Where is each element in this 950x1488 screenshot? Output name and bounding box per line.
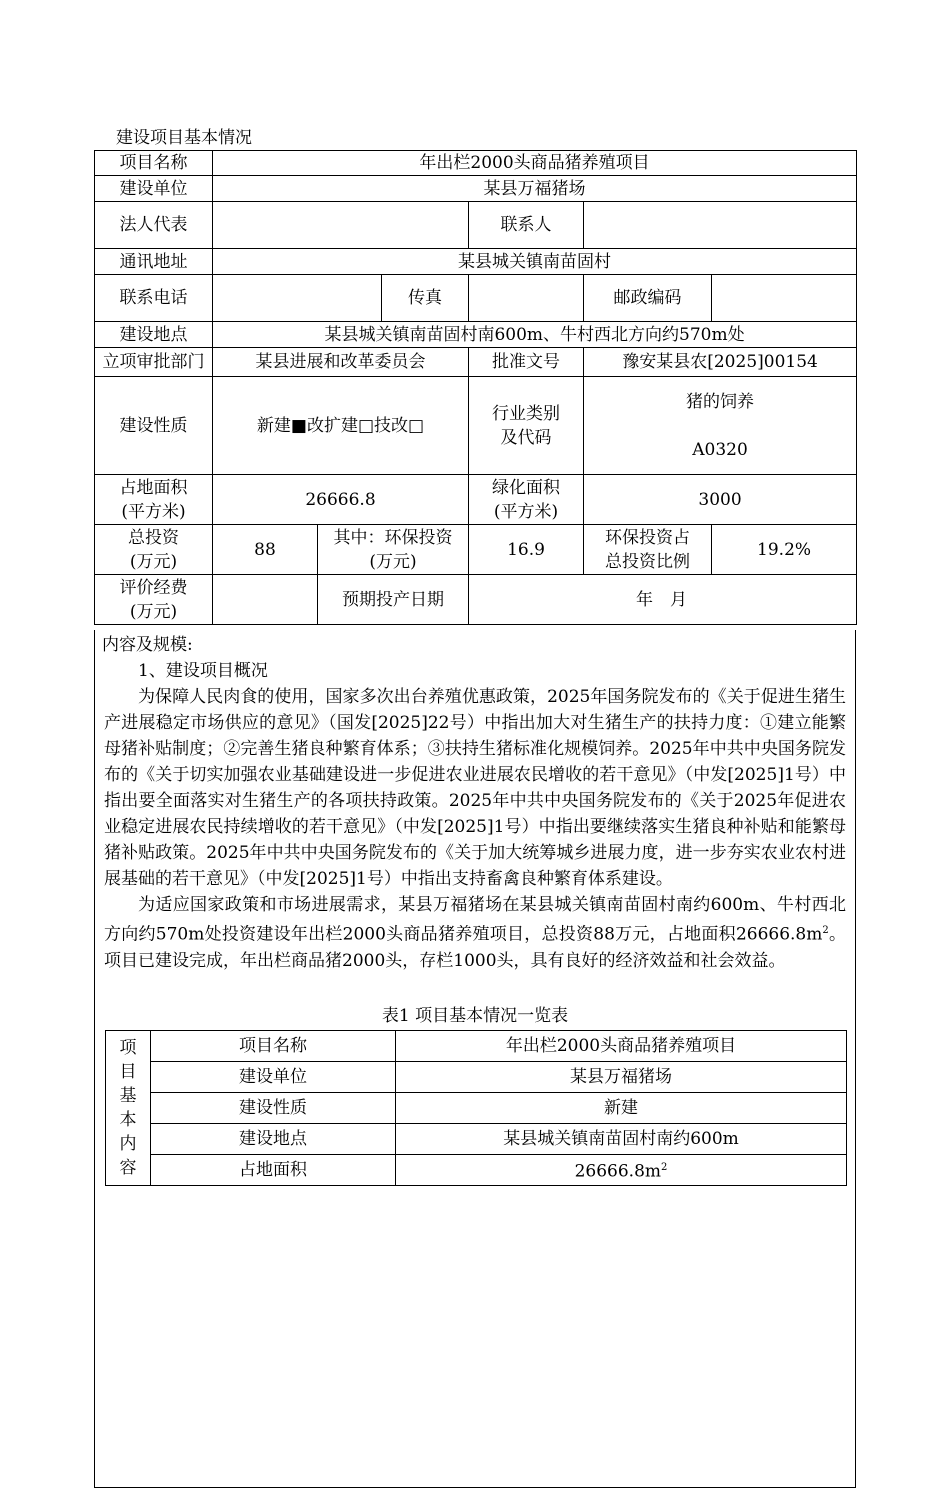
row-eval-fee — [95, 575, 857, 625]
page-title: 建设项目基本情况 — [116, 128, 252, 148]
table1-cell-value: 某县城关镇南苗固村南约600m — [396, 1124, 847, 1155]
label-approval: 立项审批部门 — [95, 348, 213, 377]
content-section — [104, 632, 846, 974]
paragraph-overview-end: 。项目已建设完成，年出栏商品猪2000头，存栏1000头，具有良好的经济效益和社会效益。 — [104, 924, 846, 971]
table1-cell-value: 年出栏2000头商品猪养殖项目 — [396, 1031, 847, 1062]
content-label: 内容及规模: — [102, 635, 193, 655]
label-legal-rep: 法人代表 — [95, 202, 213, 249]
table1 — [105, 1030, 847, 1186]
table1-cell-value: 某县万福猪场 — [396, 1062, 847, 1093]
value-phone — [213, 275, 382, 322]
label-env-investment — [318, 525, 469, 575]
label-approval-doc: 批准文号 — [469, 348, 584, 377]
label-industry — [469, 377, 584, 475]
value-industry-name: 猪的饲养 — [686, 391, 755, 412]
label-area-line1: 占地面积 — [119, 477, 188, 498]
value-contact — [584, 202, 857, 249]
label-investment-line1: 总投资 — [128, 527, 179, 548]
table1-area-value: 26666.8m — [574, 1161, 662, 1182]
label-production-date: 预期投产日期 — [318, 575, 469, 625]
label-env-ratio — [584, 525, 712, 575]
paragraph-overview-text: 为适应国家政策和市场进展需求，某县万福猪场在某县城关镇南苗固村南约600m、牛村西北方向约570m处投资建设年出栏2000头商品猪养殖项目，总投资88万元，占地面积26666.8m — [104, 895, 846, 945]
value-investment: 88 — [213, 525, 318, 575]
side-char: 内 — [119, 1134, 137, 1154]
table-row — [106, 1031, 847, 1062]
label-project-name: 项目名称 — [95, 151, 213, 176]
label-builder: 建设单位 — [95, 176, 213, 202]
side-char: 基 — [119, 1086, 137, 1106]
table1-cell-name: 占地面积 — [151, 1155, 396, 1186]
section-heading: 1、建设项目概况 — [138, 661, 268, 681]
row-investment — [95, 525, 857, 575]
value-env-investment: 16.9 — [469, 525, 584, 575]
label-ratio-line2: 总投资比例 — [605, 551, 690, 572]
row-approval — [95, 348, 857, 377]
table-row — [106, 1093, 847, 1124]
value-project-name: 年出栏2000头商品猪养殖项目 — [213, 151, 857, 176]
table1-cell-value: 新建 — [396, 1093, 847, 1124]
label-industry-line2: 及代码 — [500, 427, 552, 448]
value-approval-doc: 豫安某县农[2025]00154 — [584, 348, 857, 377]
value-area: 26666.8 — [213, 475, 469, 525]
table-row — [106, 1124, 847, 1155]
table-row — [106, 1155, 847, 1186]
table1-cell-name: 建设性质 — [151, 1093, 396, 1124]
row-phone — [95, 275, 857, 322]
row-area — [95, 475, 857, 525]
row-project-name — [95, 151, 857, 176]
label-green-area — [469, 475, 584, 525]
label-green-line2: (平方米) — [493, 501, 559, 522]
value-builder: 某县万福猪场 — [213, 176, 857, 202]
label-env-line1: 其中：环保投资 — [333, 527, 453, 548]
side-char: 项 — [119, 1038, 137, 1058]
label-eval-line2: (万元) — [129, 601, 178, 622]
label-area-line2: (平方米) — [121, 501, 186, 522]
label-green-line1: 绿化面积 — [492, 477, 560, 498]
value-env-ratio: 19.2% — [712, 525, 857, 575]
table1-cell-value — [396, 1155, 847, 1186]
value-location: 某县城关镇南苗固村南600m、牛村西北方向约570m处 — [213, 322, 857, 348]
paragraph-overview — [104, 892, 846, 974]
label-env-line2: (万元) — [369, 551, 417, 572]
label-contact: 联系人 — [469, 202, 584, 249]
value-industry — [584, 377, 857, 475]
area-unit-superscript: 2 — [822, 925, 829, 936]
value-nature: 新建■改扩建□技改□ — [213, 377, 469, 475]
label-investment-line2: (万元) — [129, 551, 178, 572]
label-phone: 联系电话 — [95, 275, 213, 322]
value-postcode — [712, 275, 857, 322]
value-production-date: 年 月 — [469, 575, 857, 625]
paragraph-policy: 为保障人民肉食的使用，国家多次出台养殖优惠政策，2025年国务院发布的《关于促进生猪生产进展稳定市场供应的意见》（国发[2025]22号）中指出加大对生猪生产的扶持力度：①建立能繁母猪补贴制度；②完善生猪良种繁育体系；③扶持生猪标准化规模饲养。2025年中共中央国务院发布的《关于切实加强农业基础建设进一步促进农业进展农民增收的若干意见》（中发[2025]1号）中指出要全面落实对生猪生产的各项扶持政策。2025年中共中央国务院发布的《关于2025年促进农业稳定进展农民持续增收的若干意见》（中发[2025]1号）中指出要继续落实生猪良种补贴和能繁母猪补贴政策。2025年中共中央国务院发布的《关于加大统筹城乡进展力度，进一步夯实农业农村进展基础的若干意见》（中发[2025]1号）中指出支持畜禽良种繁育体系建设。 — [104, 687, 846, 889]
value-industry-code: A0320 — [692, 439, 748, 460]
table1-cell-name: 建设地点 — [151, 1124, 396, 1155]
label-fax: 传真 — [382, 275, 469, 322]
label-postcode: 邮政编码 — [584, 275, 712, 322]
value-fax — [469, 275, 584, 322]
value-approval: 某县进展和改革委员会 — [213, 348, 469, 377]
table1-cell-name: 建设单位 — [151, 1062, 396, 1093]
side-char: 本 — [119, 1110, 137, 1130]
project-info-table — [94, 150, 857, 625]
table1-cell-name: 项目名称 — [151, 1031, 396, 1062]
label-ratio-line1: 环保投资占 — [605, 527, 690, 548]
label-eval-line1: 评价经费 — [119, 577, 188, 598]
table1-caption: 表1 项目基本情况一览表 — [381, 1006, 569, 1026]
value-eval-fee — [213, 575, 318, 625]
label-eval-fee — [95, 575, 213, 625]
value-legal-rep — [213, 202, 469, 249]
row-nature — [95, 377, 857, 475]
side-char: 目 — [119, 1062, 137, 1082]
side-char: 容 — [119, 1158, 137, 1178]
table1-area-superscript: 2 — [661, 1162, 668, 1174]
table-row — [106, 1062, 847, 1093]
row-location — [95, 322, 857, 348]
value-green-area: 3000 — [584, 475, 857, 525]
label-industry-line1: 行业类别 — [492, 403, 560, 424]
label-nature: 建设性质 — [95, 377, 213, 475]
row-builder — [95, 176, 857, 202]
row-address — [95, 249, 857, 275]
table1-side-label — [106, 1031, 151, 1186]
label-investment — [95, 525, 213, 575]
label-location: 建设地点 — [95, 322, 213, 348]
label-area — [95, 475, 213, 525]
row-legal-rep — [95, 202, 857, 249]
value-address: 某县城关镇南苗固村 — [213, 249, 857, 275]
label-address: 通讯地址 — [95, 249, 213, 275]
